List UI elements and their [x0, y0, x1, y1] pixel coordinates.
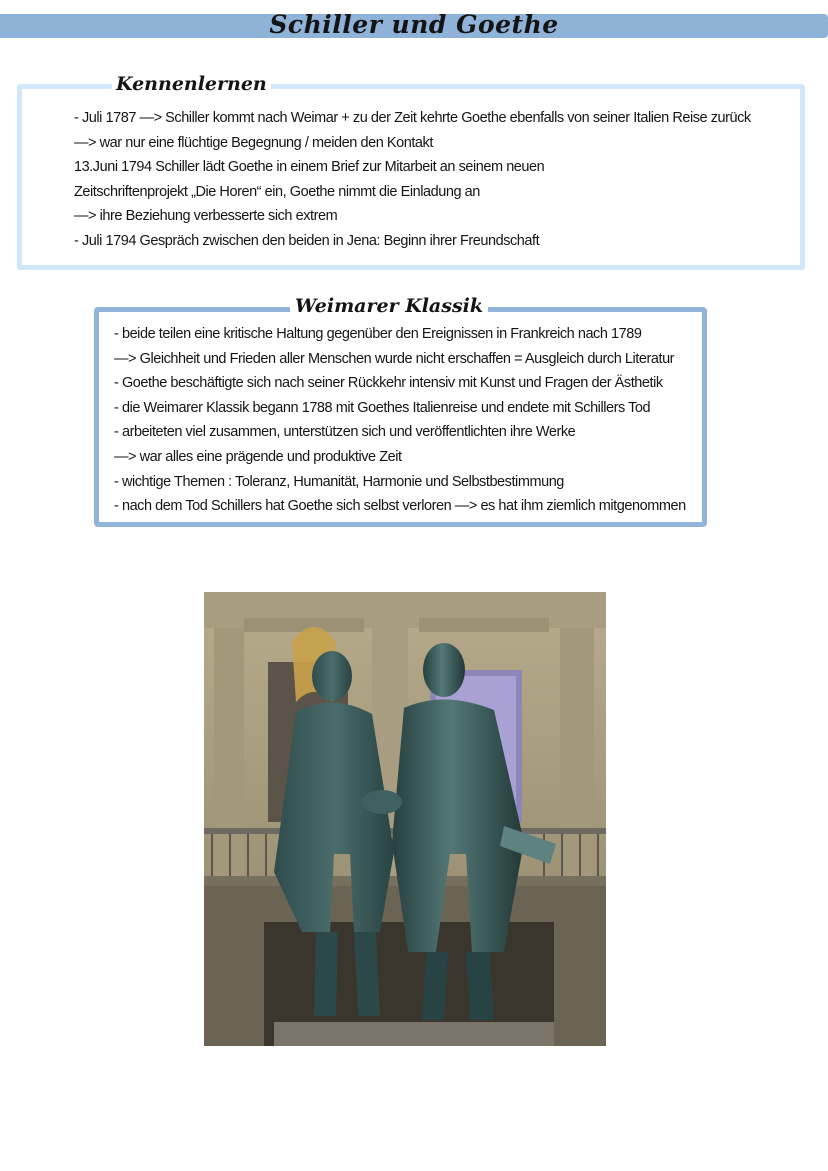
text-line: - arbeiteten viel zusammen, unterstützen sich und veröffentlichten ihre Werke [114, 424, 576, 441]
text-line: —> war alles eine prägende und produktive Zeit [114, 448, 402, 465]
section-kennenlernen-heading: Kennenlernen [112, 70, 271, 98]
text-line: —> ihre Beziehung verbesserte sich extrem [74, 208, 338, 225]
text-line: - Goethe beschäftigte sich nach seiner Rückkehr intensiv mit Kunst und Fragen der Ästhetik [114, 375, 663, 392]
section-weimarer-klassik-heading-wrap [0, 292, 778, 320]
section-weimarer-klassik-lines [114, 322, 686, 519]
text-line: - die Weimarer Klassik begann 1788 mit Goethes Italienreise und endete mit Schillers Tod [114, 399, 651, 416]
text-line: Zeitschriftenprojekt „Die Horen“ ein, Goethe nimmt die Einladung an [74, 183, 480, 200]
page-title: Schiller und Goethe [269, 10, 559, 39]
section-kennenlernen-lines [74, 106, 751, 254]
text-line: - nach dem Tod Schillers hat Goethe sich selbst verloren —> es hat ihm ziemlich mitgenommen [114, 498, 686, 515]
text-line: —> Gleichheit und Frieden aller Menschen wurde nicht erschaffen = Ausgleich durch Literatur [114, 350, 675, 367]
goethe-schiller-monument-photo [204, 592, 606, 1046]
text-line: 13.Juni 1794 Schiller lädt Goethe in einem Brief zur Mitarbeit an seinem neuen [74, 159, 545, 176]
text-line: - Juli 1787 —> Schiller kommt nach Weimar + zu der Zeit kehrte Goethe ebenfalls von seiner Italien Reise zurück [74, 110, 751, 126]
text-line: - Juli 1794 Gespräch zwischen den beiden in Jena: Beginn ihrer Freundschaft [74, 232, 540, 249]
section-weimarer-klassik-heading: Weimarer Klassik [290, 292, 488, 320]
text-line: —> war nur eine flüchtige Begegnung / meiden den Kontakt [74, 134, 433, 151]
text-line: - wichtige Themen : Toleranz, Humanität, Harmonie und Selbstbestimmung [114, 473, 564, 490]
text-line: - beide teilen eine kritische Haltung gegenüber den Ereignissen in Frankreich nach 1789 [114, 326, 642, 342]
